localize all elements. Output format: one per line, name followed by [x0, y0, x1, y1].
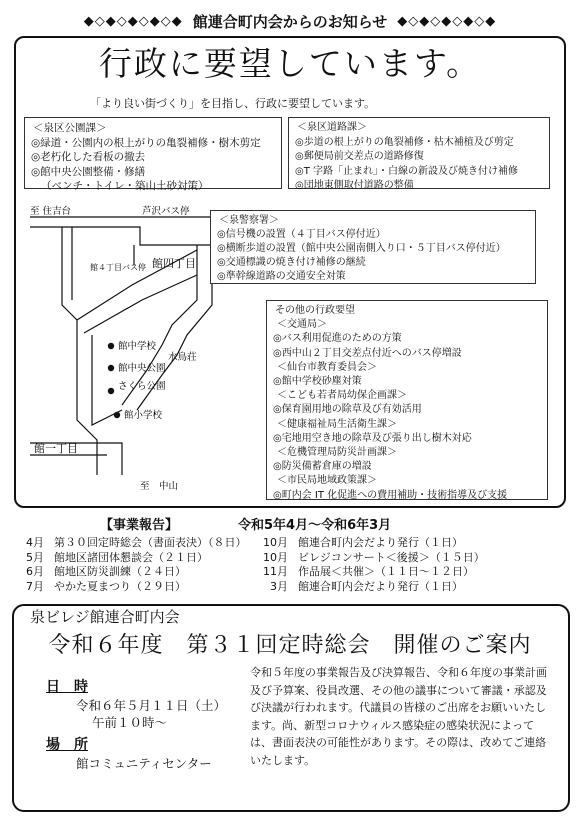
map-label-to-izumi: 至 住吉台 — [30, 206, 72, 217]
parks-line: ◎老朽化した看板の撤去 — [31, 151, 146, 163]
report-text: 第３０回定時総会（書面表決）（８日） — [54, 536, 247, 549]
parks-line: ◎館中央公園整備・修繕 — [31, 165, 146, 178]
roads-request-box — [288, 117, 550, 189]
roads-line: ◎団地東側取付道路の整備 — [295, 180, 414, 191]
elementary-marker — [114, 412, 120, 418]
police-box-head: ＜泉警察署＞ — [219, 215, 279, 226]
report-month: 3月 — [270, 579, 288, 593]
report-month: 10月 — [263, 550, 288, 564]
map-label-bus-route: 芦沢バス停 — [142, 206, 190, 217]
report-text: 館地区諸団体懇談会（２１日） — [54, 550, 208, 564]
other-line: ◎保育園用地の除草及び有効活用 — [273, 404, 422, 416]
report-month: 6月 — [26, 565, 44, 578]
other-line: ◎バス利用促進のための方策 — [273, 333, 402, 345]
place-label: 場 所 — [46, 737, 88, 753]
report-item — [14, 565, 247, 580]
report-month: 5月 — [26, 550, 44, 564]
other-line: ＜危機管理局防災計画課＞ — [277, 447, 397, 459]
map-label-kan4: 館四丁目 — [152, 257, 196, 270]
other-line: ＜健康福祉局生活衛生課＞ — [277, 418, 397, 430]
map-label-junior-high: 館中学校 — [118, 341, 157, 352]
other-line: ◎館中学校砂塵対策 — [273, 376, 362, 388]
central-park-marker — [108, 365, 114, 371]
map-label-sakura-park: さくら公園 — [118, 381, 166, 392]
other-request-box — [266, 300, 548, 500]
other-line: ◎西中山２丁目交差点付近へのバス停増設 — [273, 347, 462, 359]
place-value: 館コミュニティセンター — [76, 756, 212, 771]
police-request-box — [210, 210, 536, 284]
report-month: 7月 — [26, 579, 44, 593]
map-road — [84, 275, 197, 333]
date-line1: 令和６年５月１１日（土） — [76, 698, 227, 713]
report-text: 作品展＜共催＞（１１日～１２日） — [298, 565, 474, 578]
junior-high-marker — [108, 343, 114, 349]
report-month: 11月 — [263, 565, 288, 578]
report-month: 10月 — [263, 536, 288, 549]
report-item — [14, 551, 247, 566]
other-line: ◎防災備蓄倉庫の増設 — [273, 461, 372, 473]
notice-title: 令和６年度 第３１回定時総会 開催のご案内 — [48, 633, 532, 658]
other-line: ＜仙台市教育委員会＞ — [277, 361, 377, 373]
map-label-to-nakayama: 至 中山 — [140, 481, 179, 492]
date-label: 日 時 — [46, 679, 88, 695]
map-label-kan1: 館一丁目 — [34, 442, 78, 455]
other-line: ◎町内会 IT 化促進への費用補助・技術指導及び支援 — [273, 489, 508, 501]
other-line: ◎宅地用空き地の除草及び張り出し樹木対応 — [273, 432, 472, 444]
other-box-head: その他の行政要望 — [275, 305, 355, 316]
other-line: ＜交通局＞ — [277, 319, 327, 331]
map-label-bus4: 館４丁目バス停 — [90, 263, 146, 272]
notice-org: 泉ビレジ館連合町内会 — [30, 608, 180, 626]
report-header-right: 令和5年4月～令和6年3月 — [238, 518, 392, 533]
header-row — [10, 6, 570, 36]
report-item — [14, 536, 247, 551]
header-left-ornament: ◆◇◆◇◆◇◆◇◆ — [83, 13, 183, 29]
report-text: ビレジコンサート＜後援＞（１５日） — [298, 550, 485, 564]
sakura-park-marker — [108, 388, 114, 394]
roads-line: ◎歩道の根上がりの亀裂補修・枯木補植及び剪定 — [295, 136, 514, 148]
parks-box-head: ＜泉区公園課＞ — [33, 122, 107, 134]
notice-description: 令和５年度の事業報告及び決算報告、令和６年度の事業計画及び予算案、役員改選、その他の議事について審議・承認及び決議が行われます。代議員の皆様のご出席をお願いいたします。尚、新型コロナウィルス感染症の感染状況によっては、書面表決の可能性があります。その際は、改めてご連絡いたします。 — [250, 666, 547, 767]
parks-request-box — [24, 117, 282, 192]
roads-box-head: ＜泉区道路課＞ — [297, 122, 367, 133]
main-title: 行政に要望しています。 — [98, 44, 482, 83]
police-line: ◎横断歩道の設置（館中央公園南側入り口・５丁目バス停付近） — [217, 243, 506, 254]
report-text: 館連合町内会だより発行（１日） — [298, 579, 463, 593]
report-text: 館地区防災訓練（２４日） — [54, 565, 186, 578]
report-left-list — [14, 536, 247, 594]
report-item — [258, 551, 485, 566]
police-line: ◎交通標識の焼き付け補修の継続 — [217, 257, 366, 268]
map-label-central-park: 館中央公園 — [118, 363, 166, 374]
report-item — [258, 536, 485, 551]
header-title: 館連合町内会からのお知らせ — [192, 12, 388, 31]
roads-line: ◎郵便局前交差点の道路修復 — [295, 151, 424, 162]
intro-text: 「より良い街づくり」を目指し、行政に要望しています。 — [90, 97, 376, 110]
other-line: ＜こども若者局幼保企画課＞ — [277, 390, 407, 402]
police-line: ◎信号機の設置（４丁目バス停付近） — [217, 229, 386, 240]
report-text: やかた夏まつり（２９日） — [54, 579, 186, 593]
police-line: ◎準幹線道路の交通安全対策 — [217, 271, 346, 282]
report-item — [258, 565, 485, 580]
report-text: 館連合町内会だより発行（１日） — [298, 536, 463, 549]
report-month: 4月 — [26, 536, 44, 549]
other-line: ＜市民局地域政策課＞ — [277, 475, 377, 487]
report-item — [258, 580, 485, 595]
date-line2: 午前１０時～ — [92, 715, 168, 730]
roads-line: ◎T 字路「止まれ」・白線の新設及び焼き付け補修 — [295, 165, 519, 177]
parks-line: ◎緑道・公園内の根上がりの亀裂補修・樹木剪定 — [31, 136, 261, 149]
map-label-elementary: 館小学校 — [124, 410, 163, 421]
report-right-list — [258, 536, 485, 594]
report-header-left: 【事業報告】 — [100, 518, 179, 533]
parks-line: （ベンチ・トイレ・築山土砂対策） — [41, 180, 209, 192]
map-label-suimeiso: 水鳥荘 — [168, 352, 197, 363]
header-right-ornament: ◆◇◆◇◆◇◆◇◆ — [397, 13, 497, 29]
report-item — [14, 580, 247, 595]
